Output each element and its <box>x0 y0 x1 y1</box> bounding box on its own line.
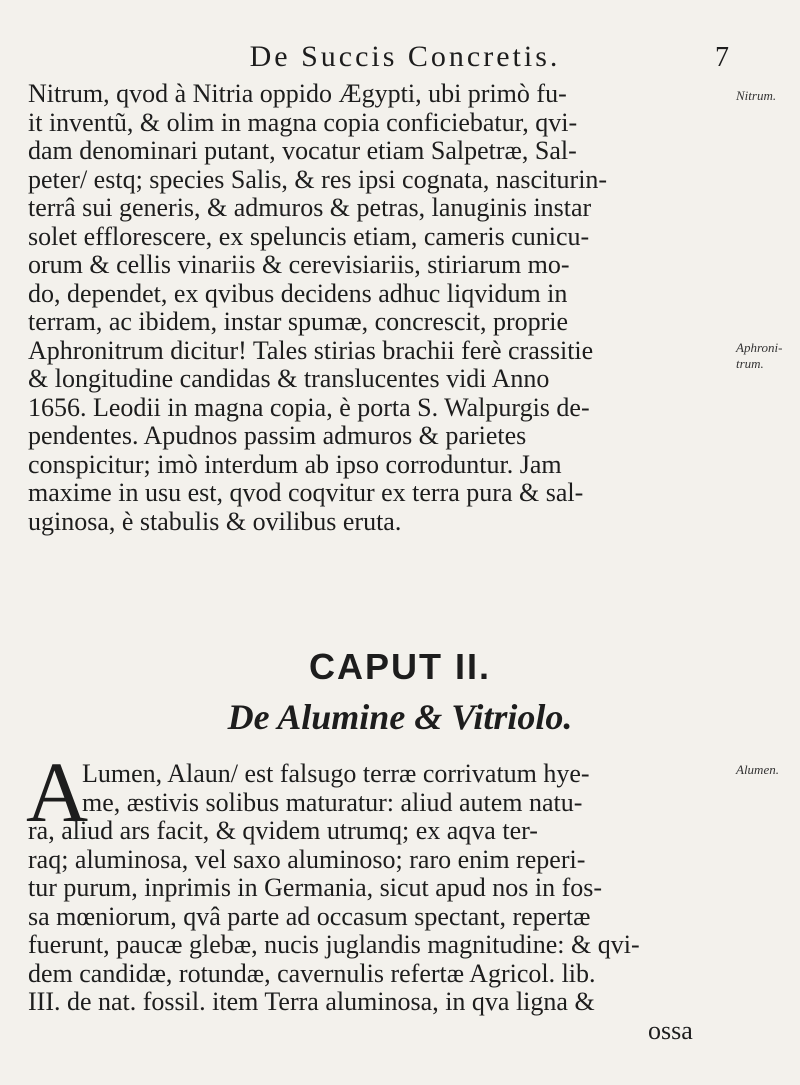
text-line: peter/ estq; species Salis, & res ipsi cognata, nasciturin- <box>28 164 608 194</box>
text-line: sa mœniorum, qvâ parte ad occasum spectant, repertæ <box>28 901 591 931</box>
text-line: III. de nat. fossil. item Terra aluminosa, in qva ligna & <box>28 987 595 1016</box>
text-line: tur purum, inprimis in Germania, sicut apud nos in fos- <box>28 873 603 902</box>
chapter-subtitle: De Alumine & Vitriolo. <box>227 697 573 737</box>
text-line: Aphronitrum dicitur! Tales stirias brachii ferè crassitie <box>28 335 594 365</box>
text-line: terrâ sui generis, & admuros & petras, lanuginis instar <box>28 193 592 222</box>
text-line: do, dependet, ex qvibus decidens adhuc liqvidum in <box>28 278 568 308</box>
text-line: fuerunt, paucæ glebæ, nucis juglandis magnitudine: & qvi- <box>28 930 640 959</box>
margin-note-aphronitrum: Aphroni-trum. <box>736 340 783 371</box>
text-line: & longitudine candidas & translucentes vidi Anno <box>28 364 550 393</box>
catchword: ossa <box>648 1015 693 1045</box>
text-line: solet efflorescere, ex speluncis etiam, cameris cunicu- <box>28 221 590 251</box>
text-line: me, æstivis solibus maturatur: aliud autem natu- <box>82 787 583 817</box>
text-line: maxime in usu est, qvod coqvitur ex terra pura & sal- <box>28 478 584 507</box>
text-line: conspicitur; imò interdum ab ipso corroduntur. Jam <box>28 449 562 479</box>
text-line: it inventũ, & olim in magna copia conficiebatur, qvi- <box>28 107 578 137</box>
margin-note-nitrum: Nitrum. <box>736 88 777 103</box>
text-line: uginosa, è stabulis & ovilibus eruta. <box>28 506 402 536</box>
running-header <box>60 40 750 74</box>
text-line: terram, ac ibidem, instar spumæ, concrescit, proprie <box>28 307 569 336</box>
text-line: raq; aluminosa, vel saxo aluminoso; raro enim reperi- <box>28 844 586 874</box>
paragraph-alumen <box>28 760 718 1045</box>
margin-note-alumen: Alumen. <box>736 762 779 777</box>
text-line: 1656. Leodii in magna copia, è porta S. Walpurgis de- <box>28 392 590 422</box>
text-line: dem candidæ, rotundæ, cavernulis refertæ Agricol. lib. <box>28 958 596 988</box>
text-line: pendentes. Apudnos passim admuros & parietes <box>28 421 527 450</box>
page-number: 7 <box>715 42 732 73</box>
drop-cap: A <box>26 744 89 840</box>
text-line: ra, aliud ars facit, & qvidem utrumq; ex aqva ter- <box>28 816 538 845</box>
chapter-heading: CAPUT II. <box>308 646 491 687</box>
text-line: Lumen, Alaun/ est falsugo terræ corrivatum hye- <box>82 759 590 788</box>
text-line: Nitrum, qvod à Nitria oppido Ægypti, ubi primò fu- <box>28 79 567 108</box>
text-line: dam denominari putant, vocatur etiam Salpetræ, Sal- <box>28 136 577 165</box>
text-line: orum & cellis vinariis & cerevisiariis, stiriarum mo- <box>28 250 570 279</box>
header-title: De Succis Concretis. <box>249 40 561 73</box>
paragraph-nitrum <box>28 80 718 536</box>
